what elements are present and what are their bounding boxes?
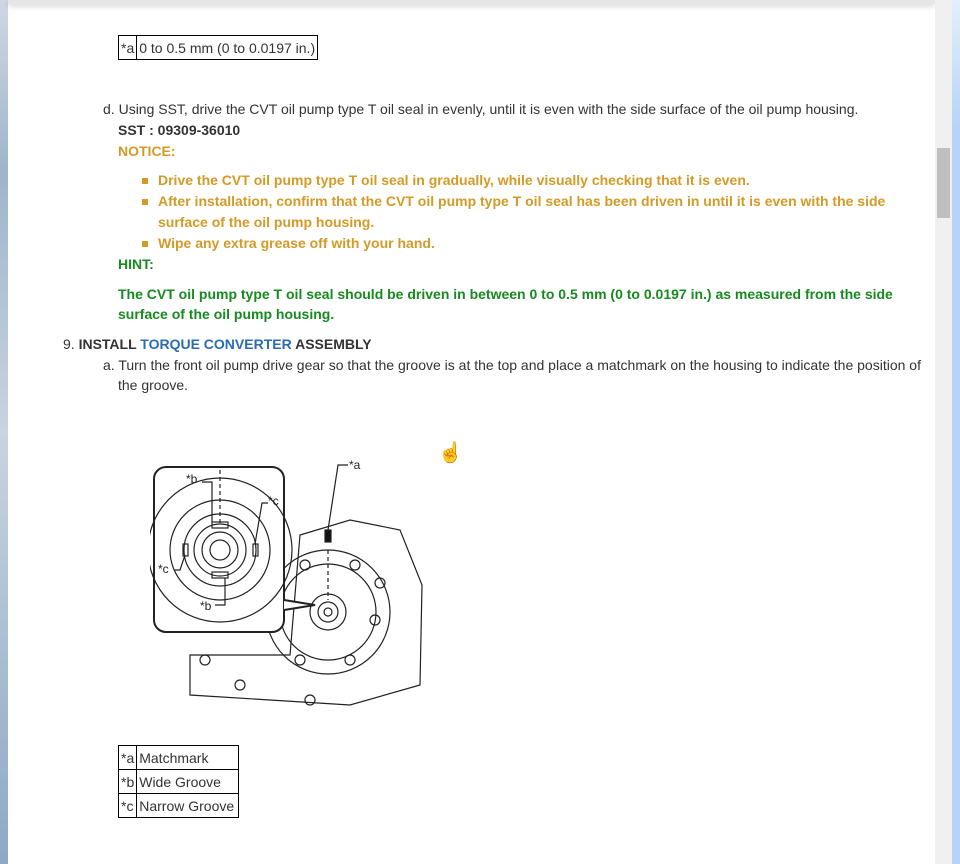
table-row (119, 36, 318, 60)
step-text: Using SST, drive the CVT oil pump type T oil seal in evenly, until it is even with the side surface of the oil pump housing. (118, 101, 859, 117)
hint-label: HINT: (118, 256, 154, 272)
step-marker: a. (103, 357, 115, 373)
step-9a (103, 355, 943, 395)
figure-legend-table (118, 745, 239, 818)
step-heading-pre: INSTALL (78, 336, 137, 352)
notice-item: Drive the CVT oil pump type T oil seal in gradually, while visually checking that it is even. (118, 170, 928, 191)
legend-value: 0 to 0.5 mm (0 to 0.0197 in.) (137, 36, 318, 60)
step-text: Turn the front oil pump drive gear so that the groove is at the top and place a matchmark on the housing to indicate the position of the groove. (118, 357, 921, 393)
torque-converter-diagram (150, 455, 430, 715)
step-9-heading (63, 334, 372, 355)
hand-cursor-icon: ☝ (438, 442, 463, 464)
scrollbar-thumb[interactable] (937, 148, 950, 218)
legend-key: *b (119, 770, 137, 794)
table-row (119, 794, 239, 818)
legend-value: Narrow Groove (137, 794, 239, 818)
label-narrow-groove-left: *c (158, 562, 169, 576)
legend-value: Wide Groove (137, 770, 239, 794)
sst-number: SST : 09309-36010 (118, 122, 241, 138)
legend-value: Matchmark (137, 746, 239, 770)
left-window-edge (0, 0, 8, 864)
notice-item: After installation, confirm that the CVT oil pump type T oil seal has been driven in until it is even with the side surface of the oil pump housing. (118, 191, 928, 233)
notice-label: NOTICE: (118, 143, 176, 159)
step-heading-post: ASSEMBLY (295, 336, 372, 352)
legend-key: *a (119, 36, 137, 60)
vertical-scrollbar[interactable] (935, 0, 952, 864)
legend-key: *c (119, 794, 137, 818)
measurement-legend-table (118, 35, 318, 60)
right-window-edge (952, 0, 960, 864)
step-d (103, 99, 923, 120)
hint-text: The CVT oil pump type T oil seal should be driven in between 0 to 0.5 mm (0 to 0.0197 in.) as measured from the side surface of the oil pump housing. (118, 286, 893, 322)
table-row (119, 770, 239, 794)
legend-key: *a (119, 746, 137, 770)
table-row (119, 746, 239, 770)
top-bar-shadow (8, 0, 935, 4)
label-narrow-groove-right: *c (268, 494, 279, 508)
label-matchmark: *a (349, 458, 361, 472)
notice-item: Wipe any extra grease off with your hand. (118, 233, 928, 254)
label-wide-groove-bottom: *b (200, 599, 212, 613)
step-number: 9. (63, 336, 75, 352)
label-wide-groove-top: *b (186, 472, 198, 486)
step-marker: d. (103, 101, 115, 117)
torque-converter-link[interactable]: TORQUE CONVERTER (140, 336, 292, 352)
notice-list (118, 170, 928, 254)
